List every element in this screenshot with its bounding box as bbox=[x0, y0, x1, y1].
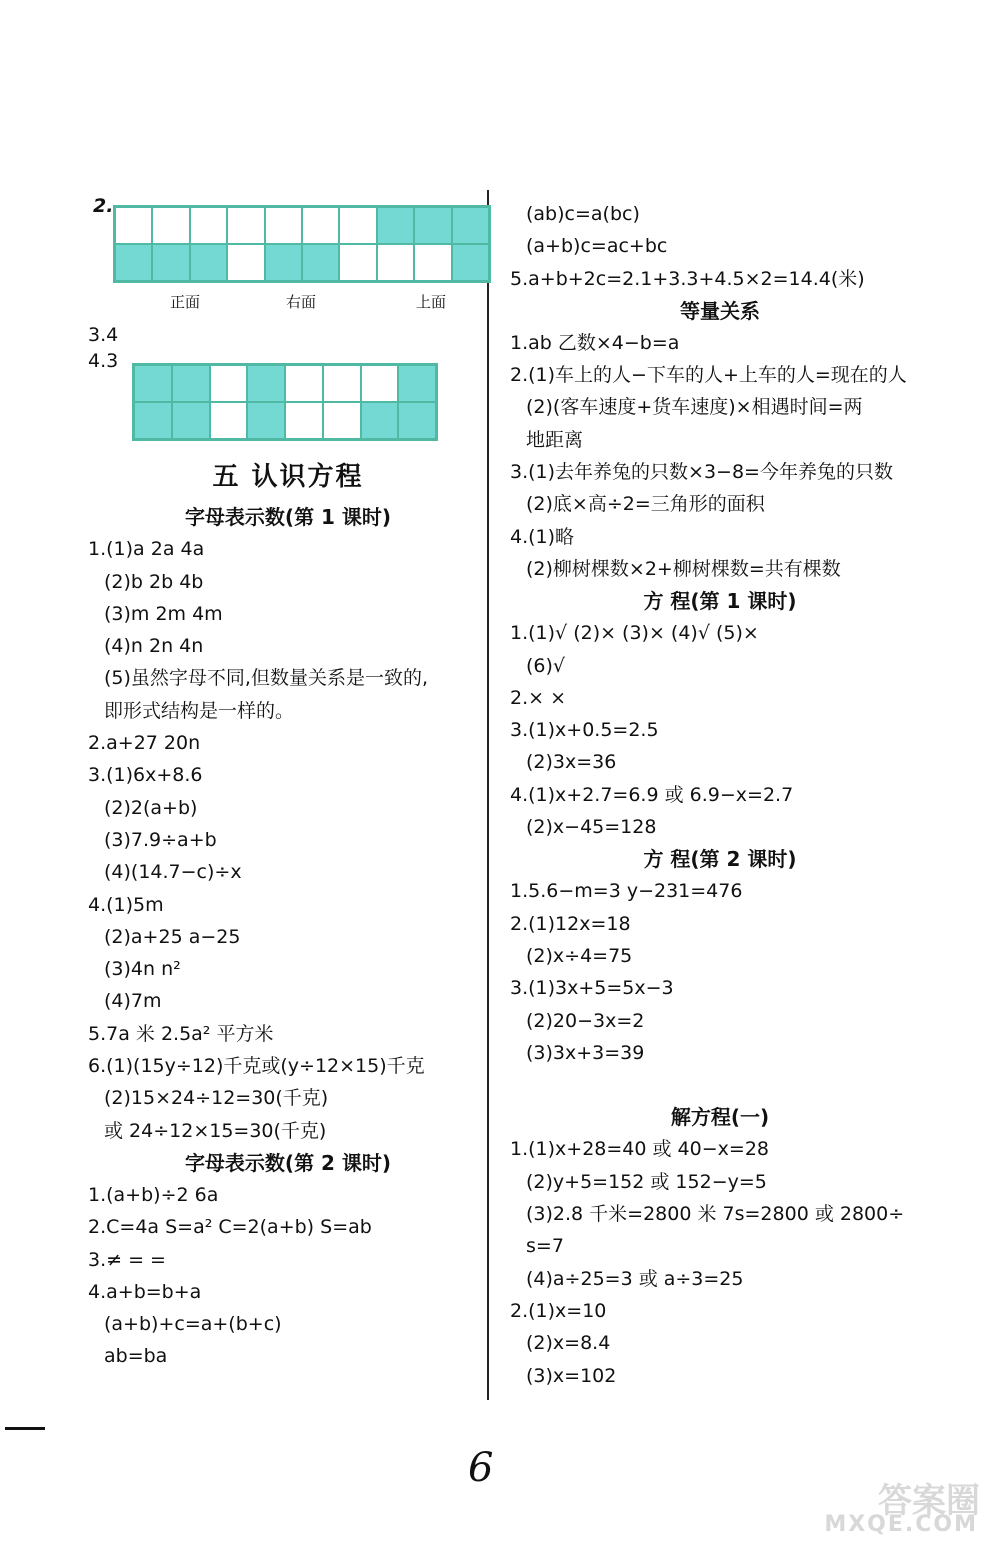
answer-line: 3.(1)6x+8.6 bbox=[88, 764, 203, 787]
right-answer-list bbox=[510, 198, 930, 1392]
section-title: 字母表示数(第 1 课时) bbox=[184, 505, 392, 530]
answer-line: (3)7.9÷a+b bbox=[104, 828, 217, 851]
answer-line: 3.(1)x+0.5=2.5 bbox=[510, 719, 659, 742]
q4-grid-cell bbox=[210, 402, 248, 439]
q2-grid-cell bbox=[339, 207, 376, 244]
view-grid-q4 bbox=[132, 363, 438, 441]
answer-line: 2.× × bbox=[510, 686, 567, 709]
answer-line: 6.(1)(15y÷12)千克或(y÷12×15)千克 bbox=[88, 1055, 425, 1078]
answer-line: 2.(1)12x=18 bbox=[510, 912, 631, 935]
answer-line: (2)柳树棵数×2+柳树棵数=共有棵数 bbox=[526, 557, 841, 580]
caption-right: 右面 bbox=[286, 293, 317, 311]
caption-front: 正面 bbox=[170, 293, 201, 311]
answer-line: (2)(客车速度+货车速度)×相遇时间=两 bbox=[526, 396, 863, 419]
answer-line: (a+b)+c=a+(b+c) bbox=[104, 1313, 282, 1336]
view-grid-q2 bbox=[113, 205, 491, 283]
answer-line: 1.ab 乙数×4−b=a bbox=[510, 331, 680, 354]
q2-grid-cell bbox=[227, 207, 264, 244]
q4-grid-cell bbox=[398, 402, 436, 439]
answer-line: 4.(1)x+2.7=6.9 或 6.9−x=2.7 bbox=[510, 783, 794, 806]
answer-line: 1.(1)a 2a 4a bbox=[88, 538, 205, 561]
answer-line: 1.(1)x+28=40 或 40−x=28 bbox=[510, 1138, 769, 1161]
answer-line: (2)3x=36 bbox=[526, 751, 617, 774]
answer-line: 2.(1)车上的人−下车的人+上车的人=现在的人 bbox=[510, 364, 907, 387]
q2-grid-cell bbox=[227, 244, 264, 281]
q2-grid-cell bbox=[414, 244, 451, 281]
answer-q3: 3.4 bbox=[88, 324, 119, 346]
answer-line: (2)20−3x=2 bbox=[526, 1009, 645, 1032]
q4-grid-cell bbox=[210, 365, 248, 402]
chapter-title: 五 认识方程 bbox=[212, 462, 364, 493]
left-column bbox=[88, 195, 488, 1373]
q2-grid-cell bbox=[190, 244, 227, 281]
section-title: 方 程(第 1 课时) bbox=[643, 589, 797, 614]
answer-line: 3.(1)去年养兔的只数×3−8=今年养兔的只数 bbox=[510, 461, 893, 484]
spacer bbox=[510, 1069, 930, 1101]
q4-grid-cell bbox=[247, 402, 285, 439]
q2-grid-cell bbox=[265, 244, 302, 281]
answer-line: 2.C=4a S=a² C=2(a+b) S=ab bbox=[88, 1216, 372, 1239]
answer-line: 2.(1)x=10 bbox=[510, 1299, 607, 1322]
q2-grid-cell bbox=[302, 244, 339, 281]
answer-line: 5.7a 米 2.5a² 平方米 bbox=[88, 1022, 274, 1045]
q2-grid-cell bbox=[115, 207, 152, 244]
q4-grid-cell bbox=[172, 402, 210, 439]
answer-line: (a+b)c=ac+bc bbox=[526, 235, 668, 258]
section-title: 解方程(一) bbox=[670, 1105, 770, 1130]
answer-line: 4.(1)5m bbox=[88, 893, 164, 916]
caption-top: 上面 bbox=[416, 293, 447, 311]
q2-grid-cell bbox=[452, 244, 489, 281]
answer-line: 1.(a+b)÷2 6a bbox=[88, 1183, 219, 1206]
answer-line: 3.(1)3x+5=5x−3 bbox=[510, 977, 674, 1000]
answer-line: 3.≠ = = bbox=[88, 1248, 166, 1271]
q2-grid-cell bbox=[152, 207, 189, 244]
q2-grid-cell bbox=[414, 207, 451, 244]
answer-line: (5)虽然字母不同,但数量关系是一致的, bbox=[104, 667, 428, 690]
answer-line: (ab)c=a(bc) bbox=[526, 203, 640, 225]
q4-grid-cell bbox=[134, 365, 172, 402]
q2-grid-cell bbox=[152, 244, 189, 281]
answer-line: 5.a+b+2c=2.1+3.3+4.5×2=14.4(米) bbox=[510, 267, 865, 290]
figure-q2 bbox=[88, 195, 488, 315]
answer-line: (2)15×24÷12=30(千克) bbox=[104, 1087, 329, 1110]
answer-line: (2)a+25 a−25 bbox=[104, 925, 241, 948]
q2-grid-cell bbox=[339, 244, 376, 281]
watermark-url: MXQE.COM bbox=[824, 1512, 978, 1537]
figure-q4 bbox=[88, 351, 488, 443]
q4-grid-cell bbox=[323, 365, 361, 402]
answer-line: (2)底×高÷2=三角形的面积 bbox=[526, 493, 765, 516]
answer-line: (2)y+5=152 或 152−y=5 bbox=[526, 1170, 767, 1193]
q4-grid-cell bbox=[247, 365, 285, 402]
answer-line: 或 24÷12×15=30(千克) bbox=[104, 1119, 327, 1142]
answer-line: (4)a÷25=3 或 a÷3=25 bbox=[526, 1267, 744, 1290]
section-title: 字母表示数(第 2 课时) bbox=[184, 1150, 392, 1175]
answer-line: (2)2(a+b) bbox=[104, 796, 198, 819]
answer-line: 2.a+27 20n bbox=[88, 732, 201, 755]
answer-line: (3)x=102 bbox=[526, 1364, 617, 1387]
q4-grid-cell bbox=[323, 402, 361, 439]
q2-grid-cell bbox=[377, 244, 414, 281]
q2-grid-cell bbox=[452, 207, 489, 244]
answer-line: s=7 bbox=[526, 1235, 564, 1258]
q2-grid-cell bbox=[115, 244, 152, 281]
q4-grid-cell bbox=[285, 365, 323, 402]
q2-grid-cell bbox=[265, 207, 302, 244]
answer-line: (3)4n n² bbox=[104, 958, 181, 981]
q2-grid-cell bbox=[302, 207, 339, 244]
answer-line: (2)b 2b 4b bbox=[104, 570, 204, 593]
q2-grid-cell bbox=[190, 207, 227, 244]
q2-grid-cell bbox=[377, 207, 414, 244]
answer-line: (2)x÷4=75 bbox=[526, 944, 633, 967]
answer-line: (4)7m bbox=[104, 990, 162, 1013]
answer-line: 1.5.6−m=3 y−231=476 bbox=[510, 880, 743, 903]
answer-line: (2)x−45=128 bbox=[526, 816, 657, 839]
section-title: 等量关系 bbox=[680, 298, 760, 323]
q4-grid-cell bbox=[172, 365, 210, 402]
q4-grid-cell bbox=[361, 402, 399, 439]
answer-q4: 4.3 bbox=[88, 350, 119, 373]
right-column bbox=[510, 198, 930, 1392]
answer-line: 1.(1)√ (2)× (3)× (4)√ (5)× bbox=[510, 622, 759, 645]
answer-line: (3)2.8 千米=2800 米 7s=2800 或 2800÷ bbox=[526, 1203, 905, 1226]
watermark-logo: 答案圈 bbox=[878, 1481, 980, 1521]
answer-line: 4.(1)略 bbox=[510, 525, 575, 548]
q4-grid-cell bbox=[398, 365, 436, 402]
q4-grid-cell bbox=[134, 402, 172, 439]
q4-grid-cell bbox=[361, 365, 399, 402]
answer-line: (2)x=8.4 bbox=[526, 1332, 611, 1355]
answer-line: (6)√ bbox=[526, 654, 566, 677]
answer-line: (3)3x+3=39 bbox=[526, 1041, 645, 1064]
answer-line: (4)(14.7−c)÷x bbox=[104, 861, 242, 884]
q4-grid-cell bbox=[285, 402, 323, 439]
footer-mark bbox=[5, 1427, 45, 1430]
section-title: 方 程(第 2 课时) bbox=[643, 847, 797, 872]
answer-line: (3)m 2m 4m bbox=[104, 602, 223, 625]
answer-line: ab=ba bbox=[104, 1345, 168, 1368]
figure-q2-label: 2. bbox=[93, 195, 114, 217]
page-number: 6 bbox=[468, 1445, 494, 1491]
left-answer-list bbox=[88, 501, 488, 1372]
answer-line: 地距离 bbox=[526, 428, 584, 451]
answer-line: 即形式结构是一样的。 bbox=[104, 699, 295, 722]
answer-line: (4)n 2n 4n bbox=[104, 635, 204, 658]
answer-line: 4.a+b=b+a bbox=[88, 1280, 202, 1303]
